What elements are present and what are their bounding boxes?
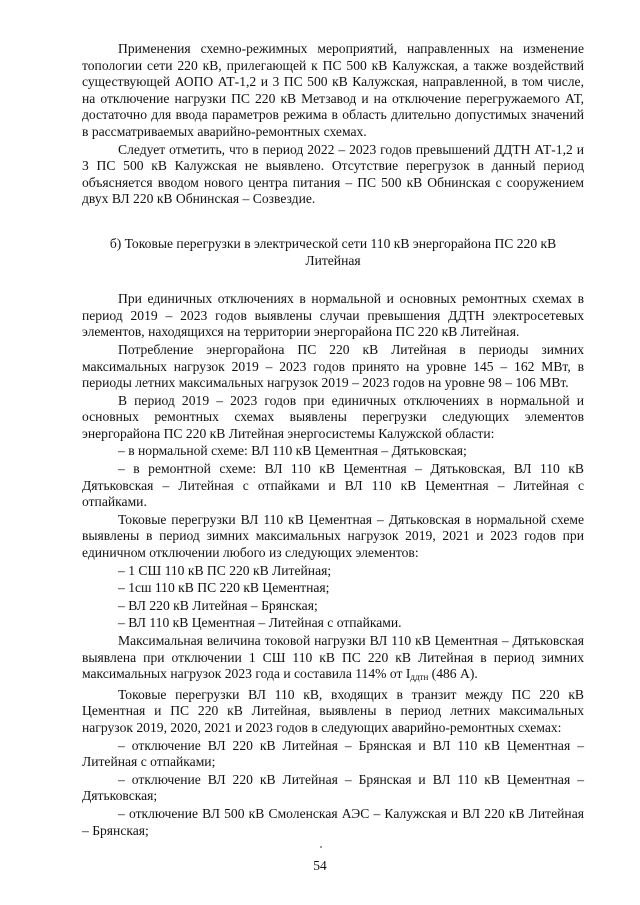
paragraph-winter-overloads: Токовые перегрузки ВЛ 110 кВ Цементная – Дятьковская в нормальной схеме выявлены в период зимних максимальных нагрузок 2019, 2021 и 2023 годов при единичном отключении любого из следующих элементов: [82,511,584,561]
list-item-outage-1: – 1 СШ 110 кВ ПС 220 кВ Литейная; [118,562,332,578]
list-item-scheme-3: – отключение ВЛ 500 кВ Смоленская АЭС – Калужская и ВЛ 220 кВ Литейная – Брянская; [82,805,584,838]
paragraph-single-outages: При единичных отключениях в нормальной и основных ремонтных схемах в период 2019 – 2023 годов выявлены случаи превышения ДДТН электросетевых элементов, находящихся на территории энергорайона ПС 220 кВ Литейная. [82,291,584,340]
paragraph-summer-overloads: Токовые перегрузки ВЛ 110 кВ, входящих в транзит между ПС 220 кВ Цементная и ПС 220 кВ Литейная, выявлены в период летних максимальных нагрузок 2019, 2020, 2021 и 2023 годов в следующих аварийно-ремонтных схемах: [82,686,584,735]
page-number: 54 [313,858,327,873]
list-item-scheme-2: – отключение ВЛ 220 кВ Литейная – Брянская и ВЛ 110 кВ Цементная – Дятьковская; [82,771,584,804]
paragraph-max-load [82,633,584,686]
paragraph-consumption: Потребление энергорайона ПС 220 кВ Литейная в периоды зимних максимальных нагрузок 2019 – 2023 годов принято на уровне 145 – 162 МВт, в периоды летних максимальных нагрузок 2019 – 2023 годов на уровне 98 – 106 МВт. [82,341,584,391]
document-body [82,41,584,840]
section-heading: б) Токовые перегрузки в электрической сети 110 кВ энергорайона ПС 220 кВ Литейная [109,235,557,268]
paragraph-schematic-measures: Применения схемно-режимных мероприятий, направленных на изменение топологии сети 220 кВ, прилегающей к ПС 500 кВ Калужская, а также воздействий существующей АОПО АТ-1,2 и 3 ПС 500 кВ Калужская, направленной, в том числе, на отключение нагрузки ПС 220 кВ Метзавод и на отключение перегружаемого АТ, достаточно для ввода параметров режима в область длительно допустимых значений в рассматриваемых аварийно-ремонтных схемах. [82,41,584,139]
list-item-outage-4: – ВЛ 110 кВ Цементная – Литейная с отпайками. [118,615,402,631]
list-item-outage-3: – ВЛ 220 кВ Литейная – Брянская; [118,597,318,613]
current-subscript: ддтн [410,672,429,683]
list-item-repair-scheme: – в ремонтной схеме: ВЛ 110 кВ Цементная – Дятьковская, ВЛ 110 кВ Дятьковская – Литейная с отпайками и ВЛ 110 кВ Цементная – Литейная с отпайками. [82,461,584,510]
paragraph-no-overloads-note: Следует отметить, что в период 2022 – 2023 годов превышений ДДТН АТ-1,2 и 3 ПС 500 кВ Калужская не выявлено. Отсутствие перегрузок в данный период объясняется вводом нового центра питания – ПС 500 кВ Обнинская с сооружением двух ВЛ 220 кВ Обнинская – Созвездие. [82,141,584,207]
paragraph-overloaded-elements: В период 2019 – 2023 годов при единичных отключениях в нормальной и основных ремонтных схемах выявлены перегрузки следующих элементов энергорайона ПС 220 кВ Литейная энергосистемы Калужской области: [82,392,584,441]
max-load-tail: (486 А). [428,666,478,682]
scan-dot [320,846,322,848]
list-item-scheme-1: – отключение ВЛ 220 кВ Литейная – Брянская и ВЛ 110 кВ Цементная – Литейная с отпайками; [82,737,584,770]
list-item-normal-scheme: – в нормальной схеме: ВЛ 110 кВ Цементная – Дятьковская; [118,443,467,459]
max-load-text: Максимальная величина токовой нагрузки ВЛ 110 кВ Цементная – Дятьковская выявлена при отключении 1 СШ 110 кВ ПС 220 кВ Литейная в период зимних максимальных нагрузок 2023 года и составила 114% от I [82,633,584,682]
list-item-outage-2: – 1сш 110 кВ ПС 220 кВ Цементная; [118,580,330,596]
